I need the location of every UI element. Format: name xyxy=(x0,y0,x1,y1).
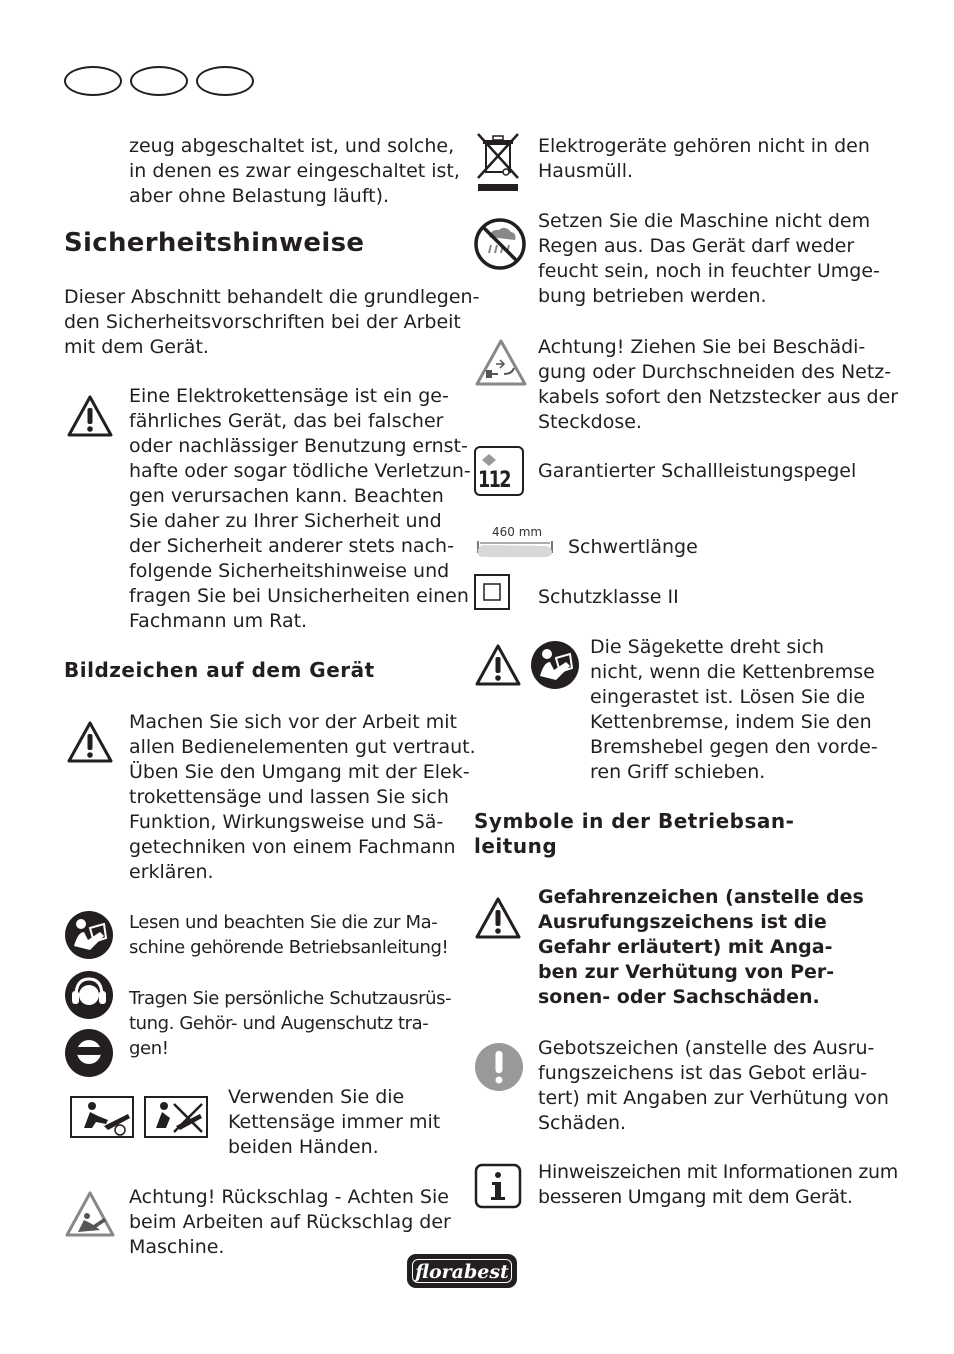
language-pill-2 xyxy=(130,66,188,96)
chainsaw-warning-text: Eine Elektrokettensäge ist ein ge- fährliches Gerät, das bei falscher oder nachlässiger Benutzung ernst- hafte oder sogar tödliche Verletzun- gen verursachen kann. Beachten Sie daher zu Ihrer Sicherheit und der Sicherheit anderer stets nach- folgende Sicherheitshinweise und fragen Sie bei Unsicherheiten einen Fachmann um Rat. xyxy=(129,385,471,632)
warning-triangle-icon xyxy=(474,896,522,940)
protection-class-text: Schutzklasse II xyxy=(538,586,679,608)
sound-level-value: 112 xyxy=(478,468,510,493)
manual-symbols-heading: Symbole in der Betriebsan- leitung xyxy=(474,809,795,858)
warning-triangle-icon xyxy=(66,720,114,764)
florabest-logo xyxy=(407,1254,517,1288)
sound-icon xyxy=(479,451,499,469)
read-manual-icon xyxy=(530,640,580,690)
weee-bin-icon xyxy=(474,128,522,192)
guide-bar-icon xyxy=(474,537,556,561)
two-hands-icon xyxy=(70,1096,134,1138)
mandatory-sign-text: Gebotszeichen (anstelle des Ausru- fungszeichens ist das Gebot erläu- tert) mit Angaben zur Verhütung von Schäden. xyxy=(538,1037,889,1134)
bar-length-value: 460 mm xyxy=(492,525,543,539)
cable-text: Achtung! Ziehen Sie bei Beschädi- gung oder Durchschneiden des Netz- kabels sofort den Netzstecker aus der Steckdose. xyxy=(538,336,899,433)
section-heading: Sicherheitshinweise xyxy=(64,228,365,258)
protection-text: Tragen Sie persönliche Schutzausrüs- tung. Gehör- und Augenschutz tra- gen! xyxy=(129,988,452,1059)
no-rain-icon xyxy=(473,217,527,271)
language-pill-1 xyxy=(64,66,122,96)
rain-text: Setzen Sie die Maschine nicht dem Regen aus. Das Gerät darf weder feucht sein, noch in feuchter Umge- bung betrieben werden. xyxy=(538,210,880,307)
read-manual-icon xyxy=(64,910,114,960)
danger-sign-text: Gefahrenzeichen (anstelle des Ausrufungszeichens ist die Gefahr erläutert) mit Anga- ben zur Verhütung von Per- sonen- oder Sachschäden. xyxy=(538,886,864,1008)
weee-text: Elektrogeräte gehören nicht in den Hausmüll. xyxy=(538,135,870,182)
ear-protection-icon xyxy=(64,970,114,1020)
kickback-text: Achtung! Rückschlag - Achten Sie beim Arbeiten auf Rückschlag der Maschine. xyxy=(129,1186,451,1258)
bar-length-text: Schwertlänge xyxy=(568,536,698,558)
device-symbols-heading: Bildzeichen auf dem Gerät xyxy=(64,658,375,682)
language-pill-3 xyxy=(196,66,254,96)
mandatory-sign-icon xyxy=(474,1042,524,1092)
protection-class-icon xyxy=(474,574,510,610)
two-hands-text: Verwenden Sie die Kettensäge immer mit beiden Händen. xyxy=(228,1086,441,1158)
read-manual-text: Lesen und beachten Sie die zur Ma- schine gehörende Betriebsanleitung! xyxy=(129,912,449,958)
cable-warning-icon xyxy=(474,338,528,388)
kickback-warning-icon xyxy=(64,1190,116,1238)
eye-protection-icon xyxy=(64,1028,114,1078)
info-sign-text: Hinweiszeichen mit Informationen zum besseren Umgang mit dem Gerät. xyxy=(538,1161,898,1208)
sound-level-badge xyxy=(474,446,524,496)
familiarize-text: Machen Sie sich vor der Arbeit mit allen Bedienelementen gut vertraut. Üben Sie den Umgang mit der Elek- trokettensäge und lassen Sie sich Funktion, Wirkungsweise und Sä- getechniken von einem Fachmann erklären. xyxy=(129,711,476,883)
info-icon xyxy=(474,1163,522,1209)
one-hand-prohibited-icon xyxy=(144,1096,208,1138)
warning-triangle-icon xyxy=(66,394,114,438)
intro-text: Dieser Abschnitt behandelt die grundlegen- den Sicherheitsvorschriften bei der Arbeit mit dem Gerät. xyxy=(64,286,480,358)
logo-text: florabest xyxy=(412,1259,512,1283)
sound-text: Garantierter Schallleistungspegel xyxy=(538,460,857,482)
chain-brake-text: Die Sägekette dreht sich nicht, wenn die Kettenbremse eingerastet ist. Lösen Sie die Kettenbremse, indem Sie den Bremshebel gegen den vorde- ren Griff schieben. xyxy=(590,636,878,783)
warning-triangle-icon xyxy=(474,643,522,687)
continuation-text: zeug abgeschaltet ist, und solche, in denen es zwar eingeschaltet ist, aber ohne Belastung läuft). xyxy=(129,135,460,207)
